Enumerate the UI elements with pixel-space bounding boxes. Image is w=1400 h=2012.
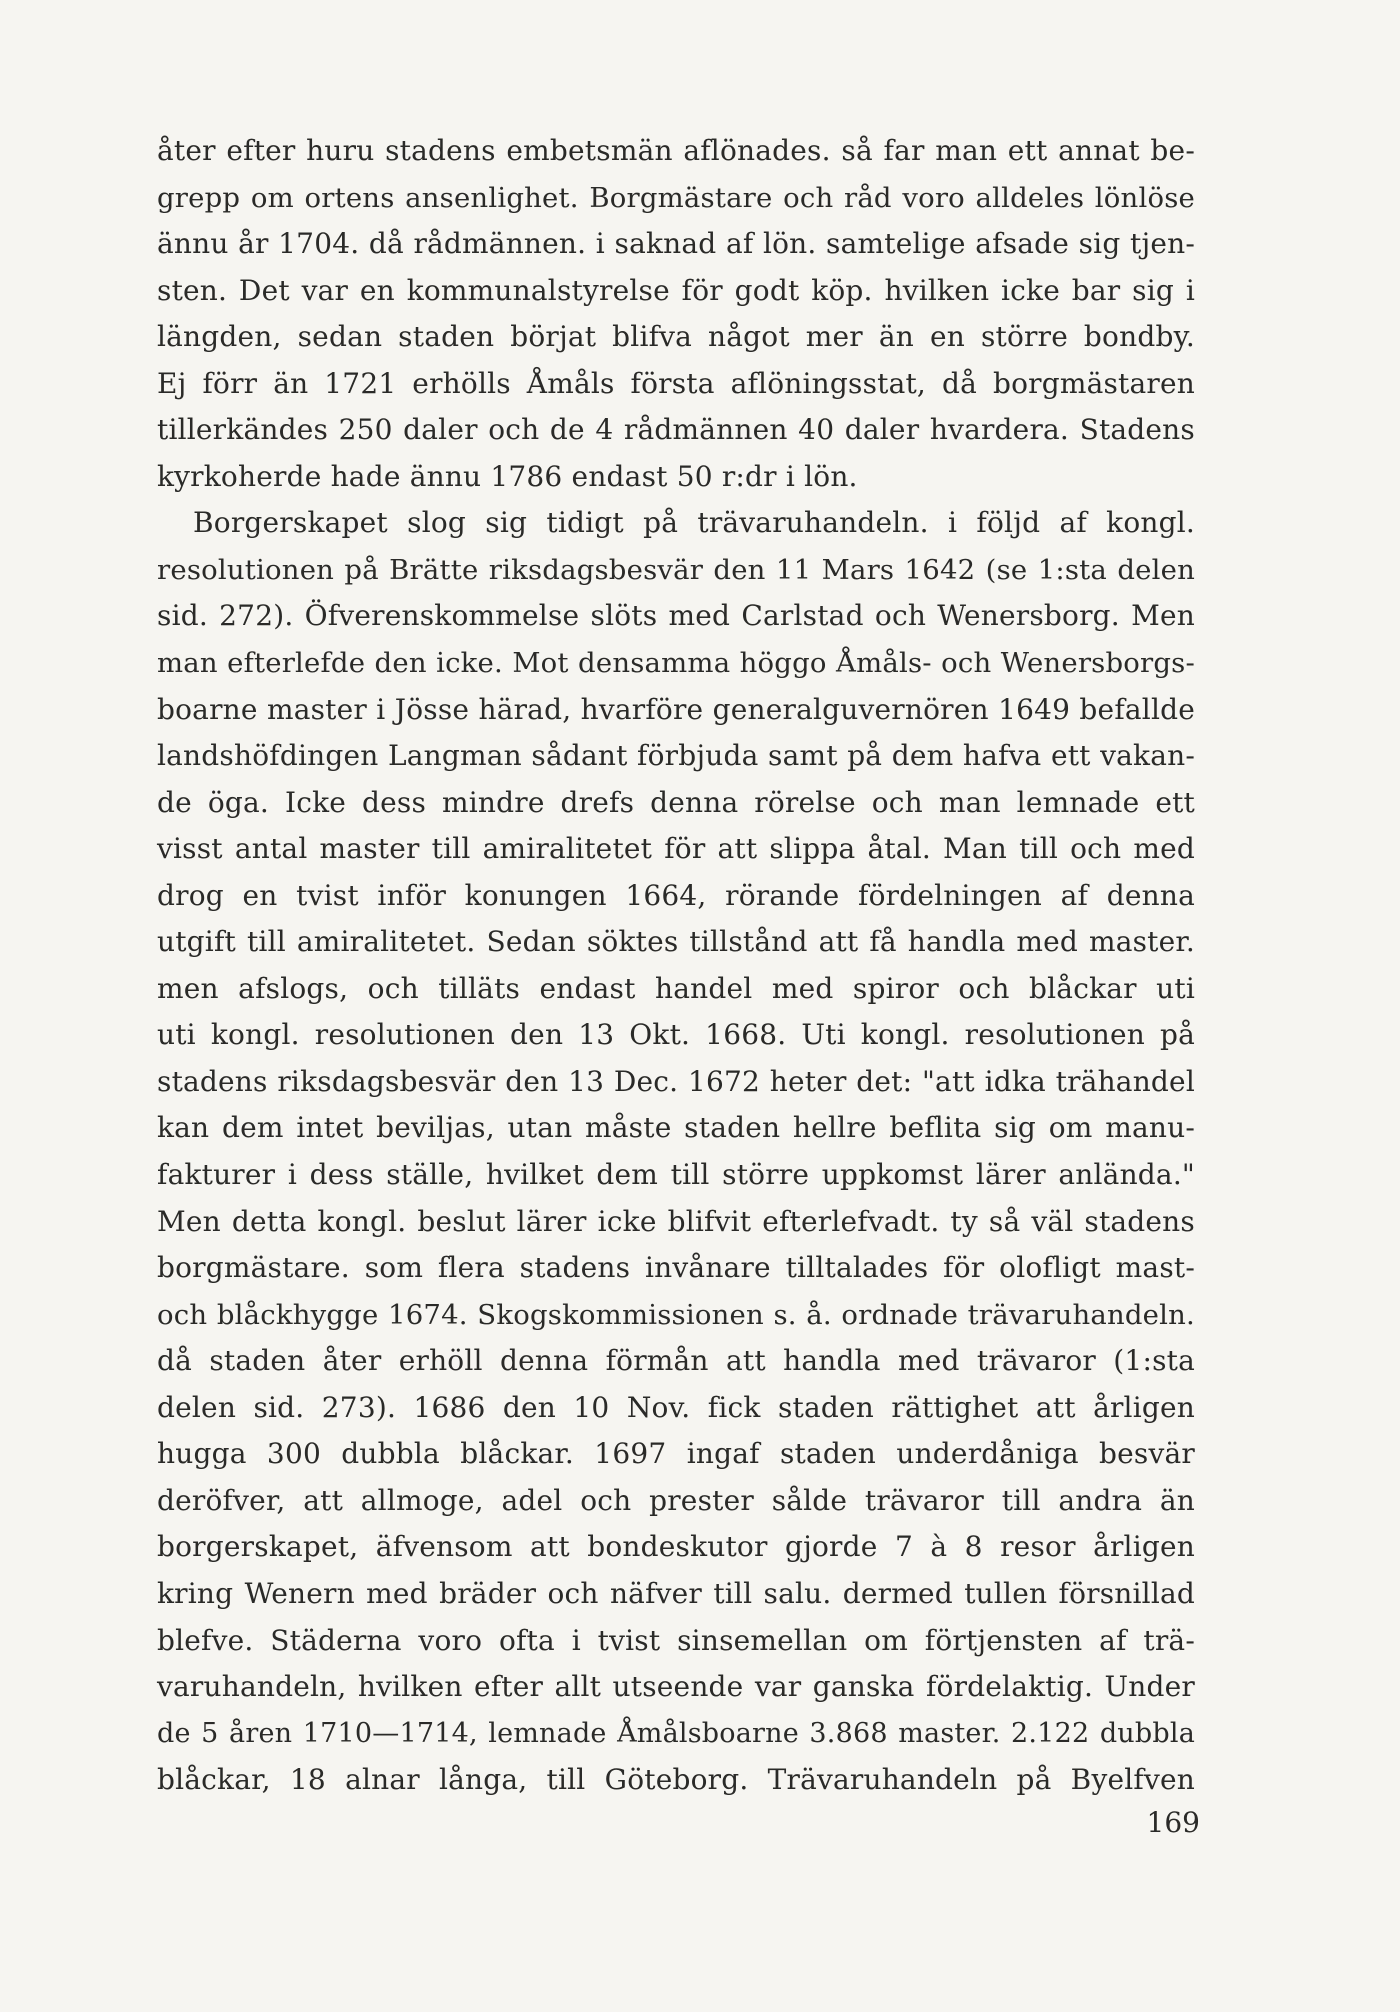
text-line: de 5 åren 1710—1714, lemnade Åmålsboarne 3.868 master. 2.122 dubbla — [157, 1717, 1195, 1749]
text-line: drog en tvist inför konungen 1664, rörande fördelningen af denna — [157, 878, 1195, 912]
text-line: ännu år 1704. då rådmännen. i saknad af lön. samtelige afsade sig tjen- — [157, 227, 1195, 261]
text-line: borgmästare. som flera stadens invånare tilltalades för olofligt mast- — [157, 1251, 1195, 1285]
text-line: fakturer i dess ställe, hvilket dem till större uppkomst lärer anlända." — [157, 1158, 1195, 1192]
text-line: landshöfdingen Langman sådant förbjuda samt på dem hafva ett vakan- — [157, 739, 1195, 773]
text-line: sten. Det var en kommunalstyrelse för godt köp. hvilken icke bar sig i — [157, 273, 1195, 307]
text-line: grepp om ortens ansenlighet. Borgmästare och råd voro alldeles lönlöse — [157, 181, 1195, 214]
text-line: borgerskapet, äfvensom att bondeskutor gjorde 7 à 8 resor årligen — [157, 1530, 1195, 1564]
text-line: då staden åter erhöll denna förmån att handla med trävaror (1:sta — [157, 1344, 1195, 1378]
text-line: Men detta kongl. beslut lärer icke blifvit efterlefvadt. ty så väl stadens — [157, 1204, 1195, 1238]
body-text — [157, 128, 1195, 1804]
text-line: resolutionen på Brätte riksdagsbesvär den 11 Mars 1642 (se 1:sta delen — [157, 553, 1195, 586]
text-line: blåckar, 18 alnar långa, till Göteborg. Trävaruhandeln på Byelfven — [157, 1763, 1195, 1797]
text-line: men afslogs, och tilläts endast handel med spiror och blåckar uti — [157, 971, 1195, 1005]
text-line: man efterlefde den icke. Mot densamma höggo Åmåls- och Wenersborgs- — [157, 647, 1195, 680]
text-line: och blåckhygge 1674. Skogskommissionen s. å. ordnade trävaruhandeln. — [157, 1298, 1195, 1331]
text-line: varuhandeln, hvilken efter allt utseende var ganska fördelaktig. Under — [157, 1670, 1195, 1704]
text-line: blefve. Städerna voro ofta i tvist sinsemellan om förtjensten af trä- — [157, 1623, 1195, 1657]
text-line: boarne master i Jösse härad, hvarföre generalguvernören 1649 befallde — [157, 692, 1195, 726]
text-line: utgift till amiralitetet. Sedan söktes tillstånd att få handla med master. — [157, 925, 1195, 959]
text-line: Borgerskapet slog sig tidigt på trävaruhandeln. i följd af kongl. — [193, 506, 1195, 540]
text-line: åter efter huru stadens embetsmän aflönades. så far man ett annat be- — [157, 134, 1195, 167]
text-line: sid. 272). Öfverenskommelse slöts med Carlstad och Wenersborg. Men — [157, 599, 1195, 633]
text-line: hugga 300 dubbla blåckar. 1697 ingaf staden underdåniga besvär — [157, 1437, 1195, 1471]
text-line: tillerkändes 250 daler och de 4 rådmännen 40 daler hvardera. Stadens — [157, 413, 1195, 447]
text-line: stadens riksdagsbesvär den 13 Dec. 1672 heter det: "att idka trähandel — [157, 1064, 1195, 1098]
text-line: kyrkoherde hade ännu 1786 endast 50 r:dr i lön. — [157, 459, 858, 493]
page-number: 169 — [1146, 1806, 1200, 1839]
text-line: delen sid. 273). 1686 den 10 Nov. fick staden rättighet att årligen — [157, 1390, 1195, 1424]
text-line: uti kongl. resolutionen den 13 Okt. 1668. Uti kongl. resolutionen på — [157, 1018, 1195, 1052]
text-line: deröfver, att allmoge, adel och prester sålde trävaror till andra än — [157, 1483, 1195, 1517]
text-line: kan dem intet beviljas, utan måste staden hellre beflita sig om manu- — [157, 1111, 1195, 1145]
text-line: kring Wenern med bräder och näfver till salu. dermed tullen försnillad — [157, 1576, 1195, 1610]
text-line: längden, sedan staden börjat blifva något mer än en större bondby. — [157, 320, 1195, 354]
text-line: Ej förr än 1721 erhölls Åmåls första aflöningsstat, då borgmästaren — [157, 366, 1195, 400]
text-line: visst antal master till amiralitetet för att slippa åtal. Man till och med — [157, 832, 1195, 866]
text-line: de öga. Icke dess mindre drefs denna rörelse och man lemnade ett — [157, 785, 1195, 819]
